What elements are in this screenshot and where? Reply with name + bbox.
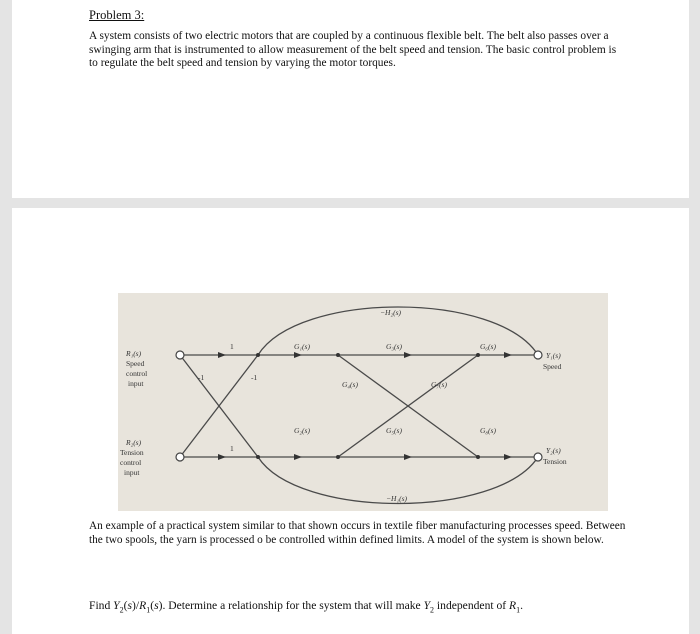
input-r1-label: R₁(s) xyxy=(126,349,142,358)
target-var: R xyxy=(509,599,517,612)
output-y2-line2: Tension xyxy=(543,457,567,466)
gain-g8: G₈(s) xyxy=(480,426,496,435)
gain-one-bottom: 1 xyxy=(230,444,234,453)
input-r1-line2: Speed xyxy=(126,359,145,368)
indep-sub: 2 xyxy=(430,605,435,615)
node-r2 xyxy=(176,453,184,461)
node-c xyxy=(476,353,480,357)
input-r2-line3: control xyxy=(120,458,142,467)
diagram-background xyxy=(118,293,608,511)
problem-title: Problem 3: xyxy=(89,8,145,22)
output-y2-label: Y₂(s) xyxy=(546,446,561,455)
gain-g7: G₇(s) xyxy=(431,380,447,389)
question-end: . xyxy=(520,599,524,612)
gain-h1: −H₁(s) xyxy=(386,494,407,503)
problem-description: A system consists of two electric motors that are coupled by a continuous flexible belt. The belt also passes over a swinging arm that is instrumented to allow measurement of the belt speed and tension. The basic control problem is to regulate the belt speed and tension by varying the motor torques. xyxy=(89,30,617,70)
figure-caption: An example of a practical system similar to that shown occurs in textile fiber manufacturing processes speed. Between the two spools, the yarn is processed o be controlled within defined limits. A model of the system is shown below. xyxy=(89,520,626,546)
output-y1-line2: Speed xyxy=(543,362,562,371)
gain-g6: G₆(s) xyxy=(480,342,496,351)
gain-g5: G₅(s) xyxy=(386,426,402,435)
ratio-num-var: Y xyxy=(113,599,120,612)
question-middle: . Determine a relationship for the system that will make xyxy=(162,599,424,612)
node-r1 xyxy=(176,351,184,359)
input-r2-label: R₂(s) xyxy=(126,438,142,447)
gain-g1: G₁(s) xyxy=(294,342,310,351)
gain-neg-one-left: -1 xyxy=(198,373,205,382)
ratio-den-sub: 1 xyxy=(146,605,151,615)
gain-one-top: 1 xyxy=(230,342,234,351)
signal-flow-diagram xyxy=(118,293,608,511)
node-f xyxy=(476,455,480,459)
output-y1-label: Y₁(s) xyxy=(546,351,561,360)
gain-neg-one-right: -1 xyxy=(251,373,258,382)
node-e xyxy=(336,455,340,459)
input-r1-line4: input xyxy=(128,379,144,388)
indep-var: Y xyxy=(423,599,431,612)
node-y1 xyxy=(534,351,542,359)
gain-g3: G₃(s) xyxy=(386,342,402,351)
node-y2 xyxy=(534,453,542,461)
gain-h2: −H₂(s) xyxy=(380,308,401,317)
node-d xyxy=(256,455,260,459)
node-b xyxy=(336,353,340,357)
question-prefix: Find xyxy=(89,599,114,612)
node-a xyxy=(256,353,260,357)
input-r2-line4: input xyxy=(124,468,140,477)
ratio-num-sub: 2 xyxy=(119,605,124,615)
question-text: Find $Y_2(s)/R_1(s)$. Determine a relationship for the system that will make $Y_2$ independent of $R_1$. xyxy=(89,599,524,615)
input-r2-line2: Tension xyxy=(120,448,144,457)
target-sub: 1 xyxy=(516,605,521,615)
input-r1-line3: control xyxy=(126,369,148,378)
gain-g4: G₄(s) xyxy=(342,380,358,389)
gain-g2: G₂(s) xyxy=(294,426,310,435)
independent-of-text: independent of xyxy=(434,599,510,612)
ratio-den-var: R xyxy=(139,599,147,612)
